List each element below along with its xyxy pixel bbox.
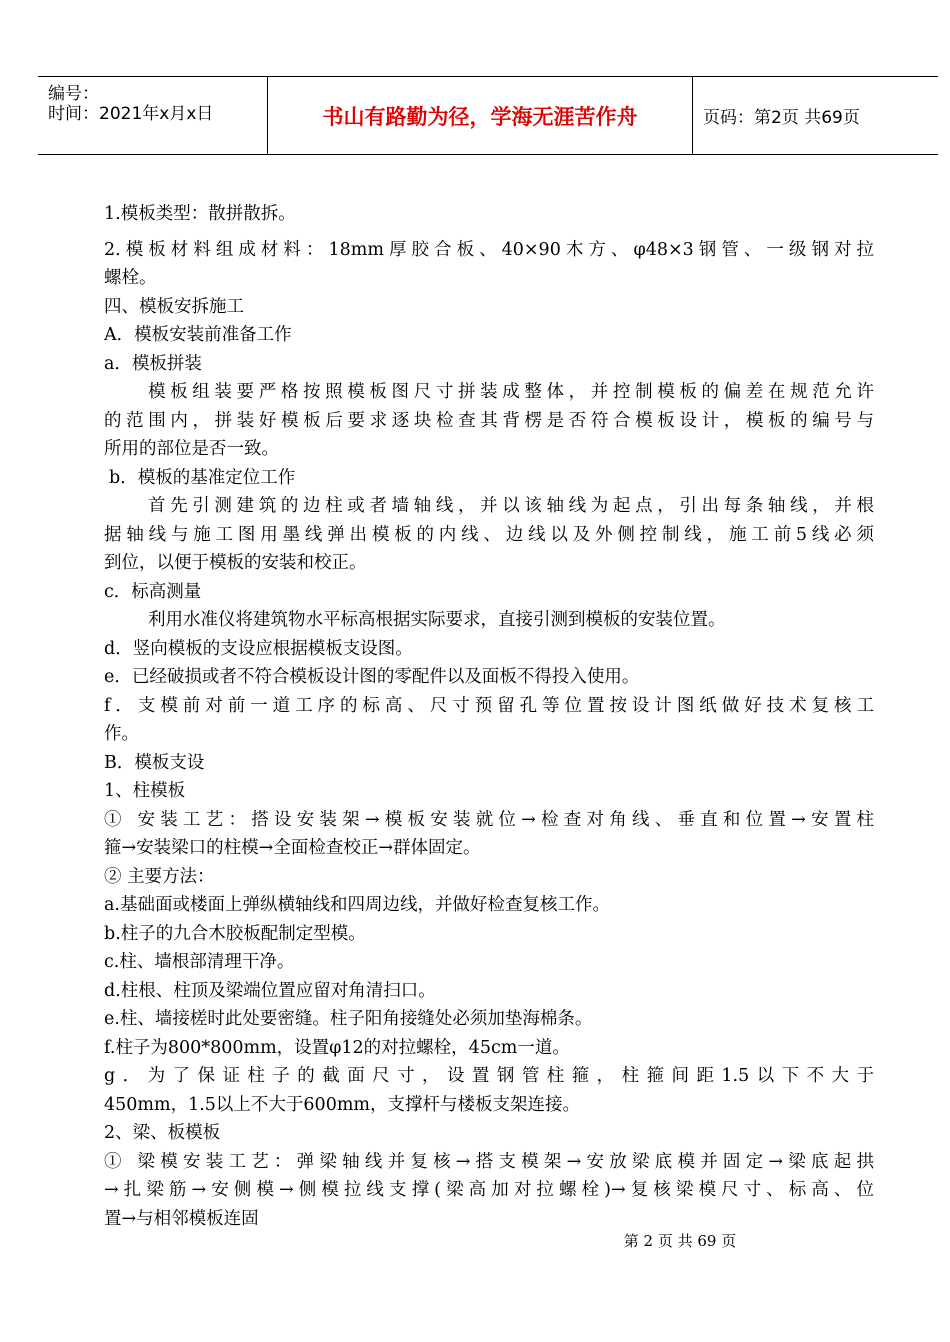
item-heading: c．标高测量 <box>104 581 202 602</box>
text-line: a.基础面或楼面上弹纵横轴线和四周边线，并做好检查复核工作。 <box>104 895 610 915</box>
item-heading: 2、梁、板模板 <box>104 1123 221 1143</box>
subsection-heading: A．模板安装前准备工作 <box>104 325 292 345</box>
text-line: ① 安装工艺：搭设安装架→模板安装就位→检查对角线、垂直和位置→安置柱 <box>104 809 874 830</box>
text-line: 的范围内，拼装好模板后要求逐块检查其背楞是否符合模板设计，模板的编号与 <box>104 410 874 431</box>
header-page-info: 页码：第2页 共69页 <box>703 108 860 128</box>
text-line: 模板组装要严格按照模板图尺寸拼装成整体，并控制模板的偏差在规范允许 <box>148 382 874 402</box>
header-divider-right <box>692 76 693 154</box>
page-footer <box>0 1232 950 1250</box>
header-top-rule <box>38 76 938 77</box>
text-line: 1.模板类型：散拼散拆。 <box>104 204 296 224</box>
text-line: 箍→安装梁口的柱模→全面检查校正→群体固定。 <box>104 838 481 858</box>
text-line: 所用的部位是否一致。 <box>104 439 279 459</box>
text-line: 置→与相邻模板连固 <box>104 1208 259 1229</box>
section-heading: 四、模板安拆施工 <box>104 296 244 317</box>
text-line: d．竖向模板的支设应根据模板支设图。 <box>104 638 413 659</box>
doc-number-label: 编号： <box>48 84 99 104</box>
text-line: f．支模前对前一道工序的标高、尺寸预留孔等位置按设计图纸做好技术复核工 <box>104 695 874 716</box>
text-line: 2.模板材料组成材料：18mm厚胶合板、40×90木方、φ48×3钢管、一级钢对拉 <box>104 239 874 260</box>
footer-page-number: 第 2 页 共 69 页 <box>623 1232 737 1250</box>
text-line: f.柱子为800*800mm，设置φ12的对拉螺栓，45cm一道。 <box>104 1037 570 1058</box>
text-line: ① 梁模安装工艺：弹梁轴线并复核→搭支模架→安放梁底模并固定→梁底起拱 <box>104 1151 874 1172</box>
item-heading: a．模板拼装 <box>104 353 202 374</box>
text-line: e.柱、墙接槎时此处要密缝。柱子阳角接缝处必须加垫海棉条。 <box>104 1009 593 1029</box>
text-line: 利用水准仪将建筑物水平标高根据实际要求，直接引测到模板的安装位置。 <box>148 610 726 630</box>
text-line: →扎梁筋→安侧模→侧模拉线支撑(梁高加对拉螺栓)→复核梁模尺寸、标高、位 <box>104 1180 874 1200</box>
header-motto: 书山有路勤为径，学海无涯苦作舟 <box>322 105 638 129</box>
doc-time-label: 时间：2021年x月x日 <box>48 104 214 124</box>
text-line: e．已经破损或者不符合模板设计图的零配件以及面板不得投入使用。 <box>104 667 640 687</box>
header-bottom-rule <box>38 154 938 155</box>
text-line: 作。 <box>104 724 139 744</box>
text-line: ② 主要方法： <box>104 866 215 887</box>
text-line: b.柱子的九合木胶板配制定型模。 <box>104 923 366 944</box>
document-body <box>104 200 874 1233</box>
text-line: c.柱、墙根部清理干净。 <box>104 952 295 972</box>
text-line: 450mm，1.5以上不大于600mm，支撑杆与楼板支架连接。 <box>104 1094 581 1115</box>
item-heading: 1、柱模板 <box>104 781 186 801</box>
item-heading: b．模板的基准定位工作 <box>109 467 296 488</box>
text-line: 据轴线与施工图用墨线弹出模板的内线、边线以及外侧控制线，施工前5线必须 <box>104 524 874 545</box>
text-line: d.柱根、柱顶及梁端位置应留对角清扫口。 <box>104 980 436 1001</box>
text-line: 首先引测建筑的边柱或者墙轴线，并以该轴线为起点，引出每条轴线，并根 <box>148 496 874 516</box>
text-line: 螺栓。 <box>104 268 157 288</box>
subsection-heading: B．模板支设 <box>104 752 205 773</box>
text-line: g．为了保证柱子的截面尺寸，设置钢管柱箍，柱箍间距1.5以下不大于 <box>104 1066 874 1086</box>
text-line: 到位，以便于模板的安装和校正。 <box>104 553 367 573</box>
